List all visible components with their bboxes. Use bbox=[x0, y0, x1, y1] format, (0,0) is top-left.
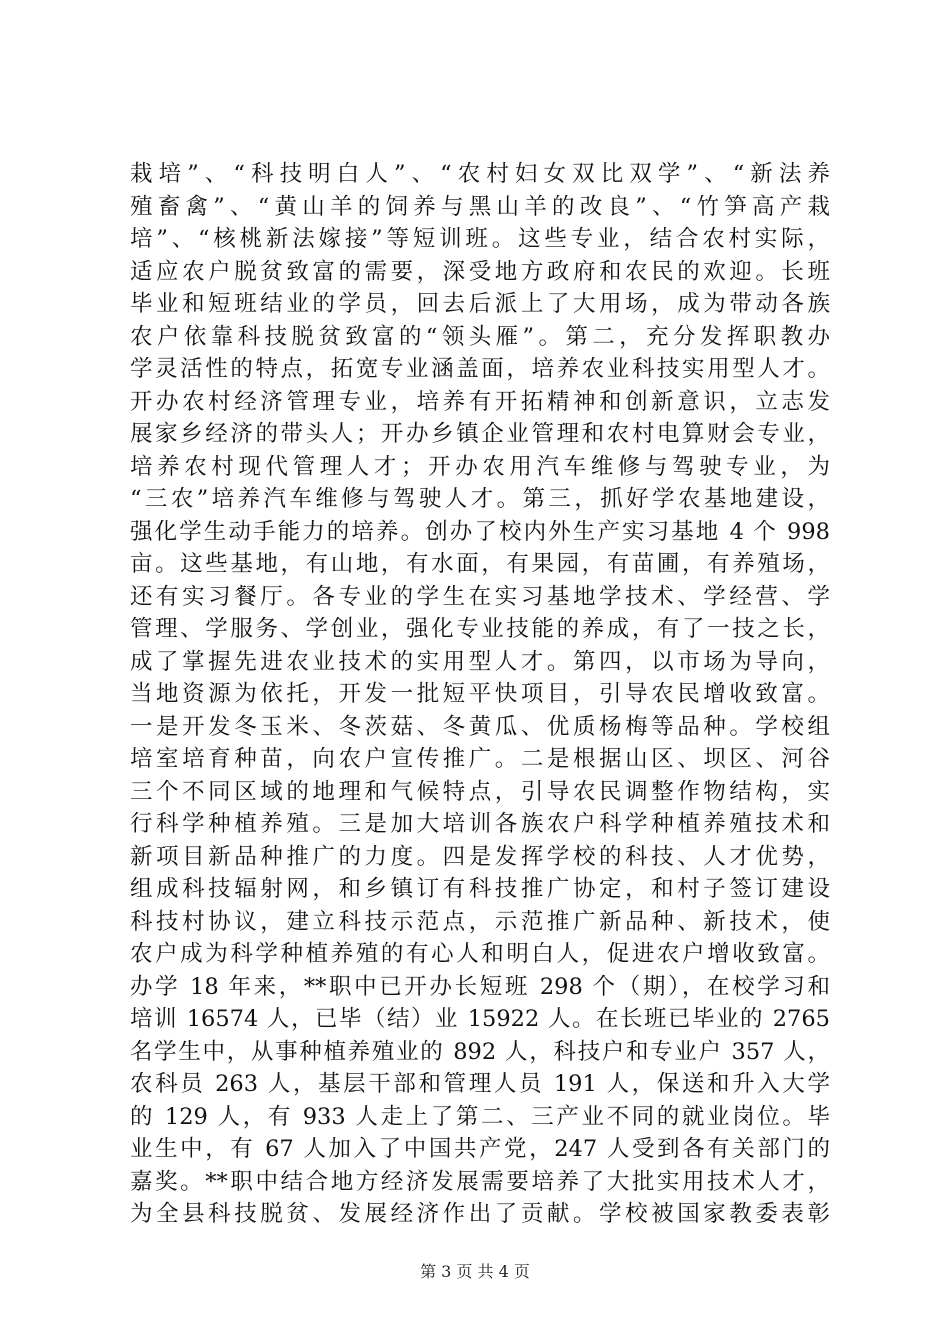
text-line: 学灵活性的特点，拓宽专业涵盖面，培养农业科技实用型人才。 bbox=[130, 356, 830, 382]
text-line: 一是开发冬玉米、冬茨菇、冬黄瓜、优质杨梅等品种。学校组 bbox=[130, 713, 830, 740]
page-footer: 第 3 页 共 4 页 bbox=[420, 1262, 530, 1281]
text-line: 展家乡经济的带头人；开办乡镇企业管理和农村电算财会专业， bbox=[130, 421, 830, 447]
text-line: 农科员 263 人，基层干部和管理人员 191 人，保送和升入大学 bbox=[130, 1071, 830, 1097]
text-line: 适应农户脱贫致富的需要，深受地方政府和农民的欢迎。长班 bbox=[130, 258, 830, 285]
text-line: 名学生中，从事种植养殖业的 892 人，科技户和专业户 357 人， bbox=[130, 1038, 830, 1065]
text-line: 行科学种植养殖。三是加大培训各族农户科学种植养殖技术和 bbox=[130, 811, 830, 837]
text-line: 毕业和短班结业的学员，回去后派上了大用场，成为带动各族 bbox=[130, 291, 830, 317]
text-line: 亩。这些基地，有山地，有水面，有果园，有苗圃，有养殖场， bbox=[130, 551, 830, 577]
text-line: 管理、学服务、学创业，强化专业技能的养成，有了一技之长， bbox=[130, 616, 830, 642]
text-line: 开办农村经济管理专业，培养有开拓精神和创新意识，立志发 bbox=[130, 388, 830, 415]
text-line: 成了掌握先进农业技术的实用型人才。第四，以市场为导向， bbox=[130, 648, 830, 675]
text-line: 三个不同区域的地理和气候特点，引导农民调整作物结构，实 bbox=[130, 778, 830, 805]
body-text bbox=[130, 158, 830, 1231]
text-line: “三农”培养汽车维修与驾驶人才。第三，抓好学农基地建设， bbox=[130, 486, 830, 512]
text-line: 科技村协议，建立科技示范点，示范推广新品种、新技术，使 bbox=[130, 908, 830, 935]
text-line: 当地资源为依托，开发一批短平快项目，引导农民增收致富。 bbox=[130, 681, 830, 707]
text-line: 培养农村现代管理人才；开办农用汽车维修与驾驶专业，为 bbox=[130, 453, 830, 480]
text-line: 嘉奖。**职中结合地方经济发展需要培养了大批实用技术人才， bbox=[130, 1168, 830, 1195]
text-line: 培室培育种苗，向农户宣传推广。二是根据山区、坝区、河谷 bbox=[130, 746, 830, 772]
text-line: 业生中，有 67 人加入了中国共产党，247 人受到各有关部门的 bbox=[130, 1136, 830, 1162]
text-line: 强化学生动手能力的培养。创办了校内外生产实习基地 4 个 998 bbox=[130, 518, 830, 545]
text-line: 殖畜禽”、“黄山羊的饲养与黑山羊的改良”、“竹笋高产栽 bbox=[130, 193, 830, 220]
text-line: 栽培”、“科技明白人”、“农村妇女双比双学”、“新法养 bbox=[130, 161, 830, 187]
text-line: 的 129 人，有 933 人走上了第二、三产业不同的就业岗位。毕 bbox=[130, 1103, 830, 1130]
text-line: 还有实习餐厅。各专业的学生在实习基地学技术、学经营、学 bbox=[130, 583, 830, 610]
text-line: 办学 18 年来，**职中已开办长短班 298 个（期），在校学习和 bbox=[130, 973, 830, 1000]
text-line: 组成科技辐射网，和乡镇订有科技推广协定，和村子签订建设 bbox=[130, 876, 830, 902]
text-line: 农户依靠科技脱贫致富的“领头雁”。第二，充分发挥职教办 bbox=[130, 323, 830, 350]
text-line: 培”、“核桃新法嫁接”等短训班。这些专业，结合农村实际， bbox=[130, 226, 830, 252]
text-line: 为全县科技脱贫、发展经济作出了贡献。学校被国家教委表彰 bbox=[130, 1201, 830, 1227]
text-line: 农户成为科学种植养殖的有心人和明白人，促进农户增收致富。 bbox=[130, 941, 830, 967]
text-line: 培训 16574 人，已毕（结）业 15922 人。在长班已毕业的 2765 bbox=[130, 1006, 830, 1032]
text-line: 新项目新品种推广的力度。四是发挥学校的科技、人才优势， bbox=[130, 843, 830, 870]
